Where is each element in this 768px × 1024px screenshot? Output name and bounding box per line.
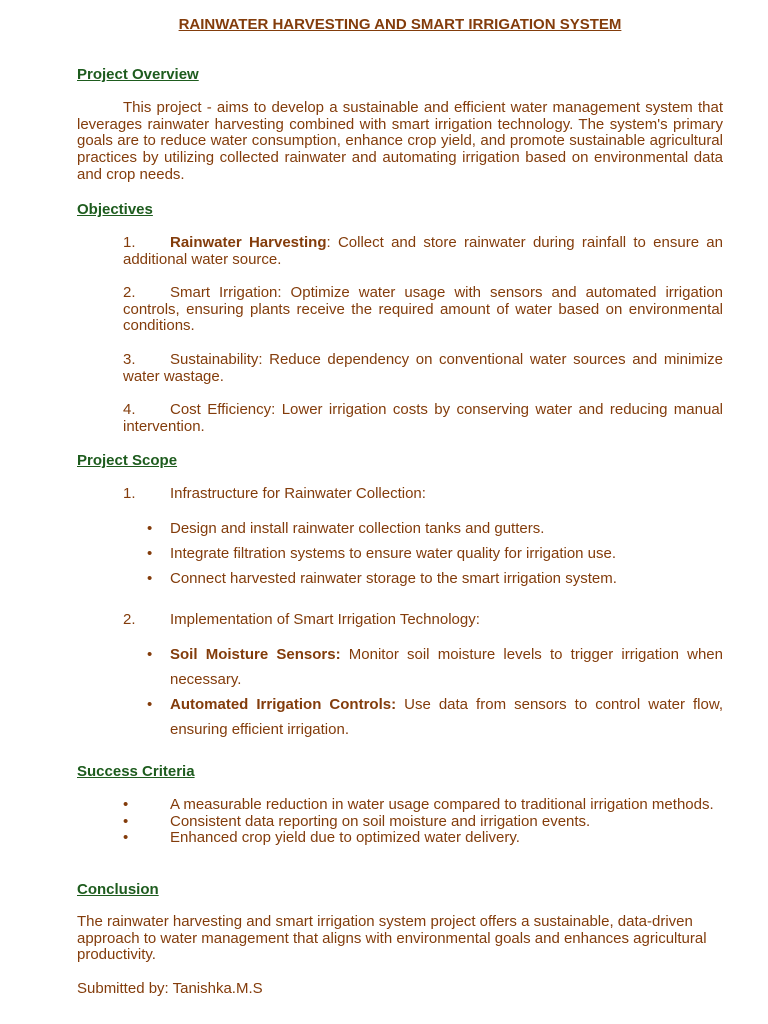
objective-text: Smart Irrigation: Optimize water usage with sensors and automated irrigation controls, ensuring plants receive the required amount of water based on environmental conditions. xyxy=(123,284,723,335)
scope-section-title xyxy=(123,486,723,503)
scope-number: 2. xyxy=(123,611,136,628)
list-item xyxy=(147,642,723,692)
objective-text: Cost Efficiency: Lower irrigation costs by conserving water and reducing manual intervention. xyxy=(123,401,723,435)
bullet-text: Connect harvested rainwater storage to the smart irrigation system. xyxy=(170,570,617,587)
objective-number: 1. xyxy=(123,234,136,251)
objective-number: 3. xyxy=(123,351,136,368)
bullet-icon: • xyxy=(123,829,129,847)
list-item xyxy=(123,814,723,831)
scope-bullet-list xyxy=(147,642,723,742)
objective-item xyxy=(123,352,723,385)
bullet-text: Integrate filtration systems to ensure water quality for irrigation use. xyxy=(170,545,617,562)
conclusion-text: The rainwater harvesting and smart irrigation system project offers a sustainable, data-driven approach to water management that aligns with environmental goals and enhances agricultural productivity. xyxy=(77,913,707,964)
bullet-bold: Soil Moisture Sensors: xyxy=(170,646,341,663)
submitted-by: Submitted by: Tanishka.M.S xyxy=(77,980,263,997)
objective-item xyxy=(123,285,723,335)
scope-section-title xyxy=(123,612,723,629)
objective-bold: Rainwater Harvesting xyxy=(170,234,327,251)
objective-number: 2. xyxy=(123,284,136,301)
bullet-text: Monitor soil moisture levels to trigger irrigation when necessary. xyxy=(170,646,723,688)
bullet-icon: • xyxy=(147,545,153,562)
list-item xyxy=(147,566,723,591)
list-item xyxy=(147,516,723,541)
objective-text: Sustainability: Reduce dependency on conventional water sources and minimize water wastage. xyxy=(123,351,723,385)
objective-item xyxy=(123,402,723,435)
success-item-text: A measurable reduction in water usage compared to traditional irrigation methods. xyxy=(170,796,714,813)
bullet-icon: • xyxy=(147,520,153,537)
overview-heading: Project Overview xyxy=(77,66,199,83)
scope-label: Infrastructure for Rainwater Collection: xyxy=(170,485,426,502)
bullet-text: Design and install rainwater collection tanks and gutters. xyxy=(170,520,545,537)
success-list xyxy=(123,797,723,847)
scope-heading: Project Scope xyxy=(77,452,178,469)
list-item xyxy=(123,797,723,814)
scope-bullet-list xyxy=(147,516,723,591)
objectives-heading: Objectives xyxy=(77,201,153,218)
bullet-icon: • xyxy=(147,646,153,663)
objective-item xyxy=(123,235,723,268)
bullet-icon: • xyxy=(147,696,153,713)
bullet-icon: • xyxy=(123,812,129,830)
success-item-text: Enhanced crop yield due to optimized water delivery. xyxy=(170,829,520,847)
success-item-text: Consistent data reporting on soil moisture and irrigation events. xyxy=(170,812,591,830)
bullet-icon: • xyxy=(147,570,153,587)
scope-number: 1. xyxy=(123,485,136,502)
scope-label: Implementation of Smart Irrigation Technology: xyxy=(170,611,480,628)
bullet-bold: Automated Irrigation Controls: xyxy=(170,696,397,713)
success-heading: Success Criteria xyxy=(77,763,195,780)
list-item xyxy=(123,830,723,847)
overview-text: This project - aims to develop a sustainable and efficient water management system that leverages rainwater harvesting combined with smart irrigation technology. The system's primary goals are to reduce water consumption, enhance crop yield, and promote sustainable agricultural practices by utilizing collected rainwater and automating irrigation based on environmental data and crop needs. xyxy=(77,99,723,183)
objective-number: 4. xyxy=(123,401,136,418)
conclusion-heading: Conclusion xyxy=(77,881,159,898)
objective-text: : Collect and store rainwater during rainfall to ensure an additional water source. xyxy=(123,234,723,268)
document-title: RAINWATER HARVESTING AND SMART IRRIGATION SYSTEM xyxy=(178,16,622,33)
list-item xyxy=(147,692,723,742)
bullet-text: Use data from sensors to control water flow, ensuring efficient irrigation. xyxy=(170,696,723,738)
bullet-icon: • xyxy=(123,796,129,813)
list-item xyxy=(147,541,723,566)
